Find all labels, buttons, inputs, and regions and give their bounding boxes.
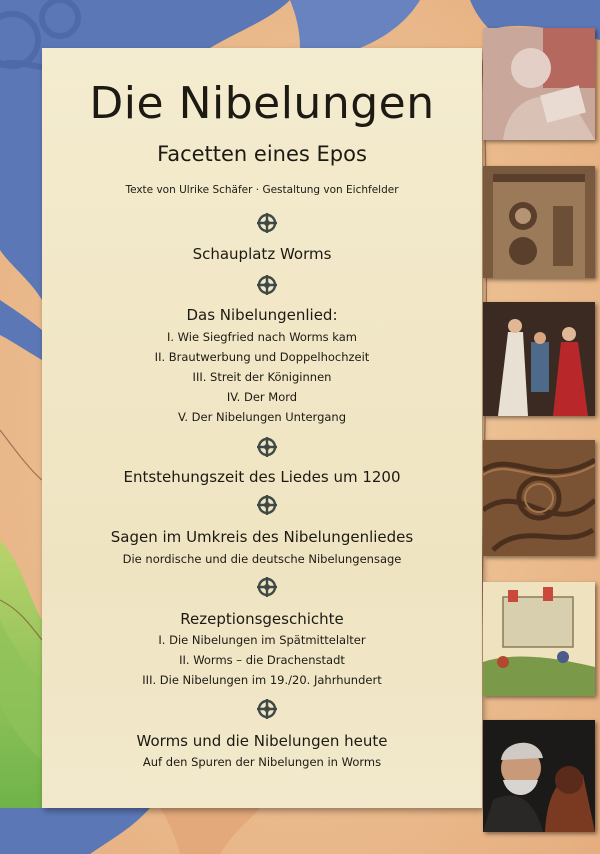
celtic-knot-icon <box>256 494 278 516</box>
queens-quarrel-painting <box>483 302 595 416</box>
section-line: II. Worms – die Drachenstadt <box>179 653 345 667</box>
section-heading: Das Nibelungenlied: <box>186 306 338 324</box>
credits-line: Texte von Ulrike Schäfer · Gestaltung von Eichfelder <box>125 184 399 196</box>
celtic-knot-icon <box>256 212 278 234</box>
medieval-miniature-image <box>483 582 595 696</box>
section-line: III. Streit der Königinnen <box>192 370 332 384</box>
contents-panel <box>42 48 482 808</box>
actor-portrait-image <box>483 720 595 832</box>
section-line: III. Die Nibelungen im 19./20. Jahrhundert <box>142 673 382 687</box>
page-subtitle: Facetten eines Epos <box>157 142 367 166</box>
section-heading: Worms und die Nibelungen heute <box>136 732 388 750</box>
celtic-knot-icon <box>256 436 278 458</box>
section-line: Auf den Spuren der Nibelungen in Worms <box>142 755 382 769</box>
celtic-knot-icon <box>256 576 278 598</box>
wood-carving-image <box>483 440 595 556</box>
cathedral-tower-image <box>483 166 595 278</box>
page-title: Die Nibelungen <box>89 78 435 129</box>
section-heading: Rezeptionsgeschichte <box>180 610 344 628</box>
section-line: II. Brautwerbung und Doppelhochzeit <box>154 350 370 364</box>
celtic-knot-icon <box>256 274 278 296</box>
section-line: I. Wie Siegfried nach Worms kam <box>166 330 358 344</box>
section-line: IV. Der Mord <box>226 390 298 404</box>
celtic-knot-icon <box>256 698 278 720</box>
section-line: I. Die Nibelungen im Spätmittelalter <box>158 633 366 647</box>
section-line: Die nordische und die deutsche Nibelungensage <box>122 552 402 566</box>
section-line: V. Der Nibelungen Untergang <box>177 410 347 424</box>
section-heading: Schauplatz Worms <box>192 245 332 263</box>
scribe-relief-image <box>483 28 595 140</box>
section-heading: Sagen im Umkreis des Nibelungenliedes <box>110 528 414 546</box>
section-heading: Entstehungszeit des Liedes um 1200 <box>123 468 401 486</box>
